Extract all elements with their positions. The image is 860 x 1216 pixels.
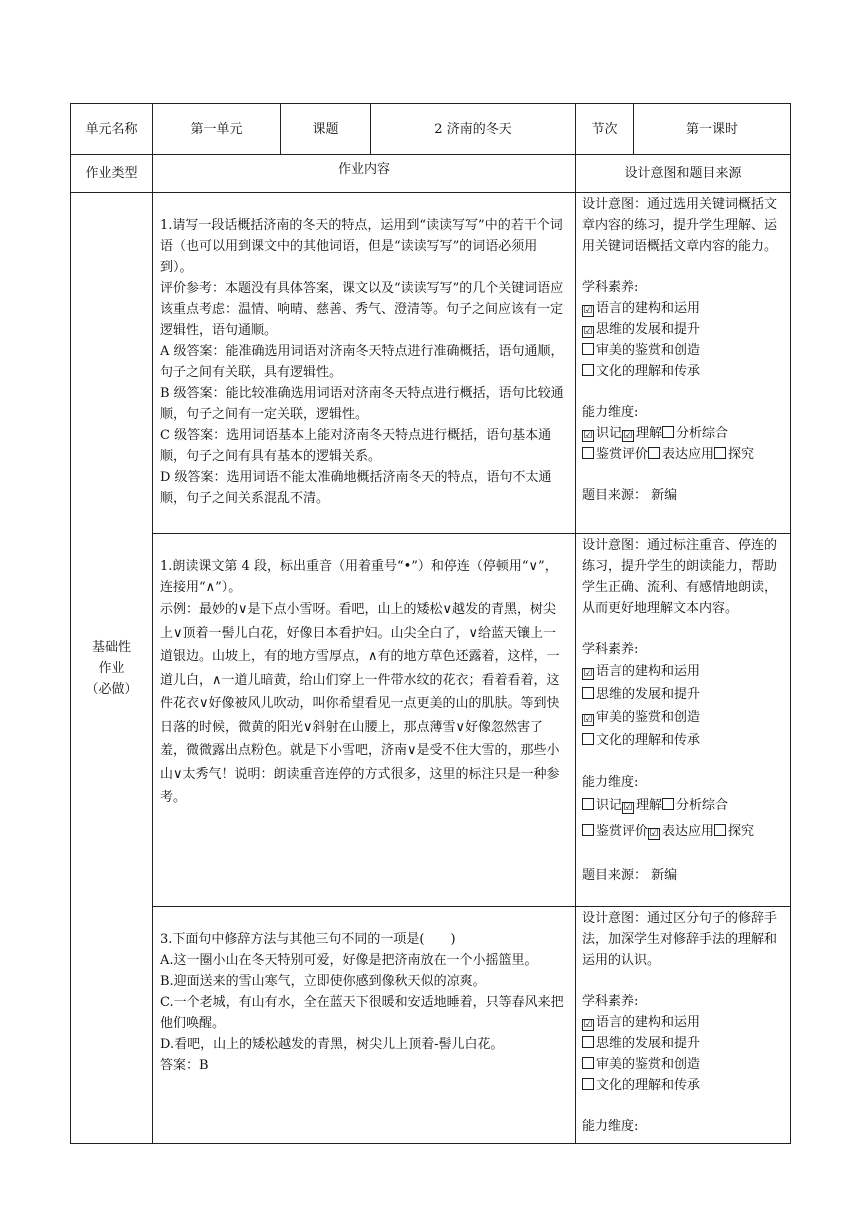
column-header-row [71,155,791,193]
checkbox-icon[interactable]: ☑ [623,430,633,441]
answer-b: B 级答案：能比较准确选用词语对济南冬天特点进行概括，语句比较通顺，句子之间有一定关联，逻辑性。 [160,386,564,422]
question-text: 3.下面句中修辞方法与其他三句不同的一项是( ) [160,932,456,947]
design-cell-2 [576,534,791,907]
question-text: 1.朗读课文第 4 段，标出重音（用着重号“•”）和停连（停顿用“∨”，连接用“∧”）。 [160,559,558,595]
ability-line-1: 识记 ☑ 理解 分析综合 [582,793,786,819]
literacy-item: 思维的发展和提升 [582,1033,786,1054]
literacy-item: 文化的理解和传承 [582,1075,786,1096]
content-cell-1 [153,193,576,534]
category-cell [71,193,153,1144]
design-intent: 设计意图：通过区分句子的修辞手法，加深学生对修辞手法的理解和运用的认识。 [582,911,778,968]
checkbox-icon[interactable]: ☑ [583,326,593,337]
design-intent: 设计意图：通过选用关键词概括文章内容的练习，提升学生理解、运用关键词语概括文章内容的能力。 [582,197,778,254]
checkbox-icon[interactable] [582,1036,594,1048]
literacy-item: ☑ 语言的建构和运用 [583,301,701,316]
ability-title: 能力维度: [582,775,639,790]
literacy-item: ☑ 语言的建构和运用 [583,664,701,679]
ability-line-1: ☑ 识记 ☑ 理解 分析综合 [583,426,729,441]
checkbox-icon[interactable]: ☑ [583,1019,593,1030]
section-row-1 [71,193,791,534]
ability-line-2: 鉴赏评价 ☑ 表达应用 探究 [582,819,786,845]
checkbox-icon[interactable] [582,447,594,459]
checkbox-icon[interactable]: ☑ [583,714,593,725]
content-header: 作业内容 [153,155,576,193]
topic-value: 2 济南的冬天 [371,104,576,155]
design-cell-1 [576,193,791,534]
type-header: 作业类型 [71,155,153,193]
checkbox-icon[interactable] [582,343,594,355]
answer-c: C 级答案：选用词语基本上能对济南冬天特点进行概括，语句基本通顺，句子之间有具有基本的逻辑关系。 [160,428,552,464]
design-cell-3 [576,907,791,1144]
answer-d: D 级答案：选用词语不能太准确地概括济南冬天的特点，语句不太通顺，句子之间关系混乱不清。 [160,470,552,506]
content-cell-3 [153,907,576,1144]
checkbox-icon[interactable] [582,1057,594,1069]
session-value: 第一课时 [634,104,791,155]
checkbox-icon[interactable]: ☑ [623,802,633,813]
design-header: 设计意图和题目来源 [576,155,791,193]
design-intent: 设计意图：通过标注重音、停连的练习，提升学生的朗读能力，帮助学生正确、流利、有感情地朗读，从而更好地理解文本内容。 [582,538,778,616]
header-row [71,104,791,155]
literacy-title: 学科素养: [582,994,639,1009]
checkbox-icon[interactable]: ☑ [583,430,593,441]
checkbox-icon[interactable]: ☑ [649,828,659,839]
ability-line-2: 鉴赏评价 表达应用 探究 [582,444,786,465]
option-a: A.这一圈小山在冬天特别可爱，好像是把济南放在一个小摇篮里。 [160,953,538,968]
topic-label: 课题 [281,104,371,155]
literacy-title: 学科素养: [582,642,639,657]
checkbox-icon[interactable] [582,733,594,745]
literacy-item: 审美的鉴赏和创造 [582,340,786,361]
example-text: 示例：最妙的∨是下点小雪呀。看吧，山上的矮松∨越发的青黑，树尖上∨顶着一髻儿白花，好像日本看护妇。山尖全白了，∨给蓝天镶上一道银边。山坡上，有的地方雪厚点，∧有的地方草色还露着，这样，一道儿白，∧一道儿暗黄，给山们穿上一件带水纹的花衣；看着看着，这件花衣∨好像被风儿吹动，叫你希望看见一点更美的山的肌肤。等到快日落的时候，微黄的阳光∨斜射在山腰上，那点薄雪∨好像忽然害了羞，微微露出点粉色。就是下小雪吧，济南∨是受不住大雪的，那些小山∨太秀气！说明：朗读重音连停的方式很多，这里的标注只是一种参考。 [160,602,560,805]
source-text: 题目来源： 新编 [582,868,678,883]
content-cell-2 [153,534,576,907]
section-row-3 [71,907,791,1144]
literacy-item: ☑ 审美的鉴赏和创造 [583,710,701,725]
literacy-item: ☑ 语言的建构和运用 [583,1015,701,1030]
literacy-title: 学科素养: [582,280,639,295]
checkbox-icon[interactable] [582,798,594,810]
ability-title: 能力维度: [582,405,639,420]
literacy-item: ☑ 思维的发展和提升 [583,322,701,337]
category-line-3: （必做） [85,681,138,697]
session-label: 节次 [576,104,634,155]
unit-label: 单元名称 [71,104,153,155]
option-d: D.看吧，山上的矮松越发的青黑，树尖儿上顶着-髻儿白花。 [160,1037,504,1052]
checkbox-icon[interactable] [714,447,726,459]
checkbox-icon[interactable]: ☑ [583,305,593,316]
checkbox-icon[interactable] [582,364,594,376]
option-b: B.迎面送来的雪山寒气，立即使你感到像秋天似的凉爽。 [160,974,486,989]
checkbox-icon[interactable] [648,447,660,459]
ability-title: 能力维度: [582,1119,639,1134]
category-line-2: 作业 [98,660,125,676]
literacy-item: 文化的理解和传承 [582,729,786,752]
checkbox-icon[interactable] [662,426,674,438]
literacy-item: 思维的发展和提升 [582,683,786,706]
evaluation-text: 评价参考：本题没有具体答案，课文以及“读读写写”的几个关键词语应该重点考虑：温情、响晴、慈善、秀气、澄清等。句子之间应该有一定逻辑性，语句通顺。 [160,281,564,338]
category-line-1: 基础性 [91,639,131,655]
question-text: 1.请写一段话概括济南的冬天的特点，运用到“读读写写”中的若干个词语（也可以用到课文中的其他词语，但是“读读写写”的词语必须用到）。 [160,218,563,275]
checkbox-icon[interactable]: ☑ [583,668,593,679]
answer-a: A 级答案：能准确选用词语对济南冬天特点进行准确概括，语句通顺，句子之间有关联，具有逻辑性。 [160,344,564,380]
answer-text: 答案：B [160,1058,209,1073]
checkbox-icon[interactable] [582,1078,594,1090]
section-row-2 [71,534,791,907]
checkbox-icon[interactable] [582,687,594,699]
option-c: C.一个老城，有山有水，全在蓝天下很暖和安适地睡着，只等春风来把他们唤醒。 [160,995,564,1031]
homework-table [70,103,791,1144]
source-text: 题目来源： 新编 [582,488,678,503]
literacy-item: 审美的鉴赏和创造 [582,1054,786,1075]
checkbox-icon[interactable] [714,824,726,836]
checkbox-icon[interactable] [582,824,594,836]
checkbox-icon[interactable] [662,798,674,810]
unit-value: 第一单元 [153,104,281,155]
literacy-item: 文化的理解和传承 [582,361,786,382]
